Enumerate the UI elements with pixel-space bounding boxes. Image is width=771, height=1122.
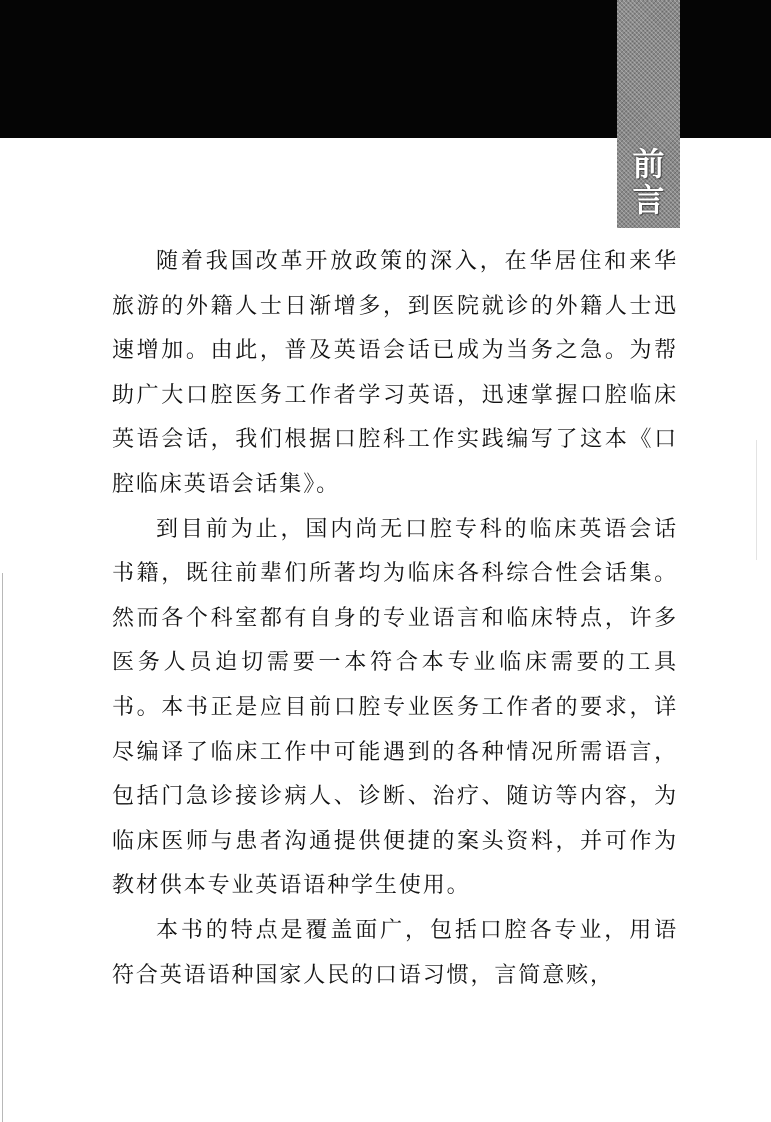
- page-edge-mark: [756, 440, 757, 560]
- section-title-char-2: 言: [632, 181, 665, 219]
- section-title-char-1: 前: [632, 145, 665, 183]
- page-edge-rule: [2, 573, 3, 1122]
- paragraph-3: 本书的特点是覆盖面广，包括口腔各专业，用语符合英语语种国家人民的口语习惯，言简意赅，: [112, 917, 678, 988]
- paragraph-1: 随着我国改革开放政策的深入，在华居住和来华旅游的外籍人士日渐增多，到医院就诊的外籍人士迅速增加。由此，普及英语会话已成为当务之急。为帮助广大口腔医务工作者学习英语，迅速掌握口腔临床英语会话，我们根据口腔科工作实践编写了这本《口腔临床英语会话集》。: [112, 249, 678, 497]
- preface-body: [112, 240, 678, 998]
- paragraph-2: 到目前为止，国内尚无口腔专科的临床英语会话书籍，既往前辈们所著均为临床各科综合性会话集。然而各个科室都有自身的专业语言和临床特点，许多医务人员迫切需要一本符合本专业临床需要的工具书。本书正是应目前口腔专业医务工作者的要求，详尽编译了临床工作中可能遇到的各种情况所需语言，包括门急诊接诊病人、诊断、治疗、随访等内容，为临床医师与患者沟通提供便捷的案头资料，并可作为教材供本专业英语语种学生使用。: [112, 516, 678, 899]
- section-title: [617, 146, 680, 218]
